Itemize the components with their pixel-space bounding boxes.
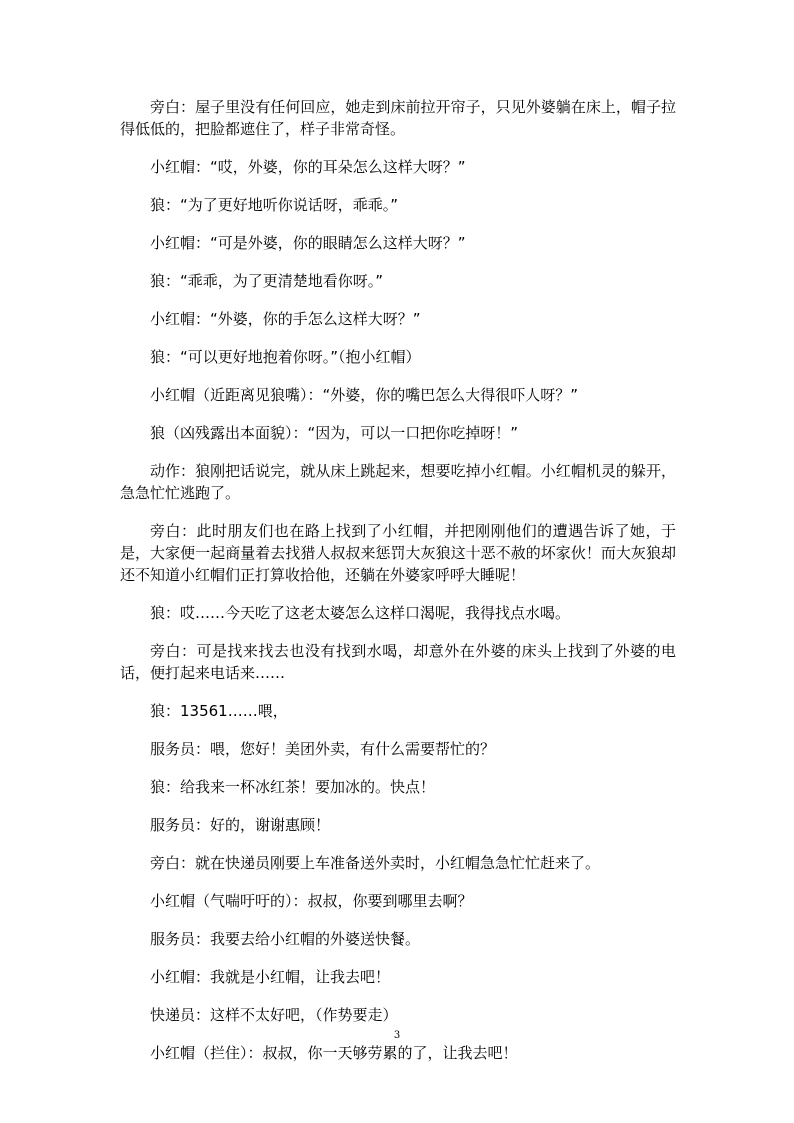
paragraph-dialogue-16: 小红帽：我就是小红帽，让我去吧！ — [150, 968, 391, 986]
paragraph-dialogue-8: 狼（凶残露出本面貌）：“因为，可以一口把你吃掉呀！” — [150, 424, 519, 442]
paragraph-dialogue-13: 服务员：好的，谢谢惠顾！ — [150, 816, 331, 834]
paragraph-dialogue-10: 狼：13561……喂， — [150, 702, 288, 720]
paragraph-dialogue-6: 狼：“可以更好地抱着你呀。”（抱小红帽） — [150, 348, 421, 366]
paragraph-dialogue-7: 小红帽（近距离见狼嘴）：“外婆，你的嘴巴怎么大得很吓人呀？” — [150, 386, 579, 404]
paragraph-dialogue-14: 小红帽（气喘吁吁的）：叔叔，你要到哪里去啊？ — [150, 892, 473, 910]
paragraph-dialogue-2: 狼：“为了更好地听你说话呀，乖乖。” — [150, 196, 399, 214]
paragraph-action-1: 动作：狼刚把话说完，就从床上跳起来，想要吃掉小红帽。小红帽机灵的躲开，急急忙忙逃跑了。 — [120, 462, 676, 502]
paragraph-dialogue-1: 小红帽：“哎，外婆，你的耳朵怎么这样大呀？” — [150, 158, 466, 176]
paragraph-dialogue-15: 服务员：我要去给小红帽的外婆送快餐。 — [150, 930, 421, 948]
paragraph-dialogue-9: 狼：哎……今天吃了这老太婆怎么这样口渴呢，我得找点水喝。 — [150, 604, 571, 622]
page-number: 3 — [393, 1030, 401, 1041]
paragraph-dialogue-12: 狼：给我来一杯冰红茶！要加冰的。快点！ — [150, 778, 436, 796]
paragraph-dialogue-5: 小红帽：“外婆，你的手怎么这样大呀？” — [150, 310, 421, 328]
paragraph-dialogue-17: 快递员：这样不太好吧，（作势要走） — [150, 1006, 398, 1024]
paragraph-dialogue-4: 狼：“乖乖，为了更清楚地看你呀。” — [150, 272, 384, 290]
paragraph-narration-3: 旁白：可是找来找去也没有找到水喝，却意外在外婆的床头上找到了外婆的电话，便打起来电话来…… — [120, 642, 676, 682]
paragraph-dialogue-11: 服务员：喂，您好！美团外卖，有什么需要帮忙的？ — [150, 740, 496, 758]
paragraph-dialogue-3: 小红帽：“可是外婆，你的眼睛怎么这样大呀？” — [150, 234, 466, 252]
paragraph-narration-1: 旁白：屋子里没有任何回应，她走到床前拉开帘子，只见外婆躺在床上，帽子拉得低低的，把脸都遮住了，样子非常奇怪。 — [120, 98, 676, 138]
paragraph-narration-4: 旁白：就在快递员刚要上车准备送外卖时，小红帽急急忙忙赶来了。 — [150, 854, 601, 872]
paragraph-dialogue-18: 小红帽（拦住）：叔叔，你一天够劳累的了，让我去吧！ — [150, 1044, 518, 1062]
paragraph-narration-2: 旁白：此时朋友们也在路上找到了小红帽，并把刚刚他们的遭遇告诉了她，于是，大家便一起商量着去找猎人叔叔来惩罚大灰狼这十恶不赦的坏家伙！而大灰狼却还不知道小红帽们正打算收拾他，还躺在外婆家呼呼大睡呢！ — [120, 522, 676, 584]
page-content — [120, 96, 676, 1080]
